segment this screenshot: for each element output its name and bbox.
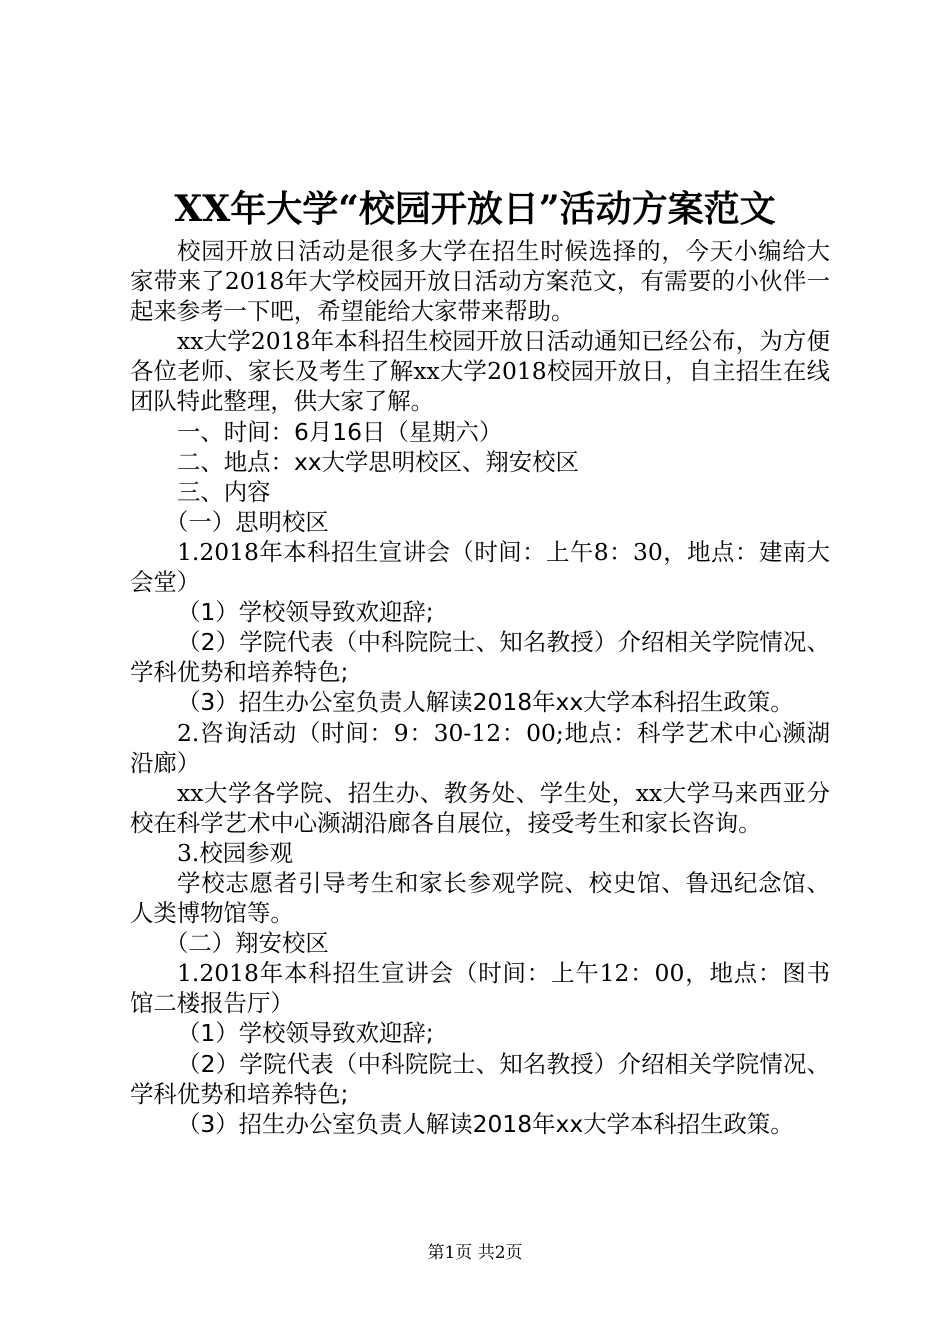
siming-policy-item: （3）招生办公室负责人解读2018年xx大学本科招生政策。 <box>177 688 794 717</box>
siming-welcome-item: （1）学校领导致欢迎辞; <box>177 598 434 627</box>
location-heading: 二、地点：xx大学思明校区、翔安校区 <box>177 447 579 476</box>
intro-paragraph: 校园开放日活动是很多大学在招生时候选择的，今天小编给大家带来了2018年大学校园开放日活动方案范文，有需要的小伙伴一起来参考一下吧，希望能给大家带来帮助。 <box>130 237 830 326</box>
siming-briefing-item: 1.2018年本科招生宣讲会（时间：上午8：30，地点：建南大会堂） <box>130 537 830 597</box>
document-body <box>130 236 830 1139</box>
time-heading: 一、时间：6月16日（星期六） <box>177 417 503 446</box>
campus-tour-item: 3.校园参观 <box>177 838 293 867</box>
notice-paragraph: xx大学2018年本科招生校园开放日活动通知已经公布，为方便各位老师、家长及考生了解xx大学2018校园开放日，自主招生在线团队特此整理，供大家了解。 <box>130 327 830 416</box>
xiangan-briefing-item: 1.2018年本科招生宣讲会（时间：上午12：00，地点：图书馆二楼报告厅） <box>130 959 830 1018</box>
siming-college-item: （2）学院代表（中科院院士、知名教授）介绍相关学院情况、学科优势和培养特色; <box>130 628 830 687</box>
xiangan-welcome-item: （1）学校领导致欢迎辞; <box>177 1019 434 1048</box>
campus-tour-paragraph: 学校志愿者引导考生和家长参观学院、校史馆、鲁迅纪念馆、人类博物馆等。 <box>130 868 830 928</box>
xiangan-policy-item: （3）招生办公室负责人解读2018年xx大学本科招生政策。 <box>177 1109 794 1138</box>
xiangan-campus-heading: （二）翔安校区 <box>165 929 329 958</box>
consultation-paragraph: xx大学各学院、招生办、教务处、学生处，xx大学马来西亚分校在科学艺术中心濒湖沿廊各自展位，接受考生和家长咨询。 <box>130 778 830 837</box>
consultation-item: 2.咨询活动（时间：9：30-12：00;地点：科学艺术中心濒湖沿廊） <box>130 718 830 777</box>
page-footer: 第1页 共2页 <box>427 1243 523 1263</box>
siming-campus-heading: （一）思明校区 <box>165 507 329 536</box>
document-title: XX年大学“校园开放日”活动方案范文 <box>174 188 776 230</box>
xiangan-college-item: （2）学院代表（中科院院士、知名教授）介绍相关学院情况、学科优势和培养特色; <box>130 1049 830 1108</box>
content-heading: 三、内容 <box>177 477 271 506</box>
